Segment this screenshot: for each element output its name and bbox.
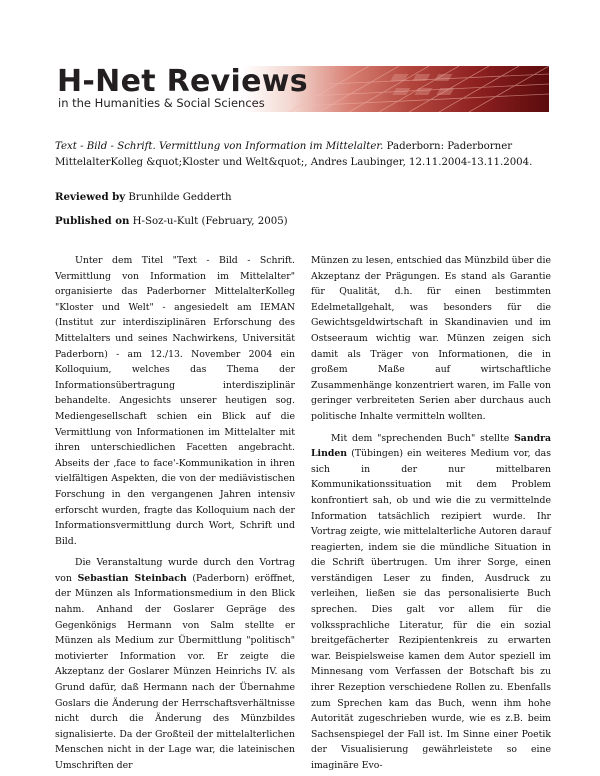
hnet-banner (55, 66, 549, 112)
published-on (55, 214, 555, 229)
banner-title: H-Net Reviews (57, 66, 308, 99)
paragraph: Die Veranstaltung wurde durch den Vortrag von Sebastian Steinbach (Paderborn) eröffnet, der Münzen als Informationsmedium in den Blick nahm. Anhand der Goslarer Gepräge des Gegenkönigs Hermann von Salm stellte er Münzen als Medium zur Übermittlung "politisch" motivierter Information vor. Er zeigte die Akzeptanz der Goslarer Münzen Heinrichs IV. als Grund dafür, daß Hermann nach der Übernahme Goslars die Änderung der Herrschaftsverhältnisse nicht durch die Änderung des Münzbildes signalisierte. Da der Großteil der mittelalterlichen Menschen nicht in der Lage war, die lateinischen Umschriften der (55, 557, 295, 771)
right-column (311, 253, 551, 774)
paragraph: Unter dem Titel "Text - Bild - Schrift. Vermittlung von Information im Mittelalter" organisierte das Paderborner MittelalterKolleg "Kloster und Welt" - angesiedelt am IEMAN (Institut zur interdisziplinären Erforschung des Mittelalters und seines Nachwirkens, Universität Paderborn) - am 12./13. November 2004 ein Kolloquium, welches das Thema der Informationsübertragung interdisziplinär behandelte. Angesichts unserer heutigen sog. Mediengesellschaft schien ein Blick auf die Vermittlung von Informationen im Mittelalter mit ihren unterschiedlichen Facetten angebracht. Abseits der ‚face to face'-Kommunikation in ihren vielfältigen Aspekten, die von der mediävistischen Forschung in den vergangenen Jahren intensiv erforscht wurden, fragte das Kolloquium nach der Informationsvermittlung durch Wort, Schrift und Bild. (55, 255, 295, 547)
reviewed-by-label: Reviewed by (55, 191, 126, 203)
left-column (55, 253, 295, 774)
paragraph: Mit dem "sprechenden Buch" stellte Sandra Linden (Tübingen) ein weiteres Medium vor, das sich in der nur mittelbaren Kommunikationssituation mit dem Problem konfrontiert sah, ob und wie die zu vermittelnde Information tatsächlich rezipiert wurde. Ihr Vortrag zeigte, wie mittelalterliche Autoren darauf reagierten, indem sie die mündliche Situation in die Schrift übertrugen. Um ihrer Sorge, einen verständigen Leser zu finden, Ausdruck zu verleihen, ließen sie das personalisierte Buch sprechen. Dies galt vor allem für die volkssprachliche Literatur, für die ein sozial breitgefächerter Rezipientenkreis zu erwarten war. Beispielsweise kamen dem Autor speziell im Minnesang vom Verfassen der Botschaft bis zu ihrer Rezeption verschiedene Rollen zu. Ebenfalls zum Sprechen kam das Buch, wenn ihm hohe Autorität zugeschrieben wurde, wie es z.B. beim Sachsenspiegel der Fall ist. Im Sinne einer Poetik der Visualisierung gewährleistete so eine imaginäre Evo- (311, 432, 551, 771)
event-details: Paderborn: Paderborner MittelalterKolleg &quot;Kloster und Welt&quot;, Andres Laubinger, 12.11.2004-13.11.2004. (55, 141, 533, 168)
speaker-name: Sebastian Steinbach (77, 572, 187, 584)
speaker-name: Sandra Linden (311, 432, 551, 460)
event-title: Text - Bild - Schrift. Vermittlung von Information im Mittelalter. (55, 141, 384, 152)
reviewed-by (55, 190, 555, 205)
review-citation (55, 139, 555, 170)
reviewer-name: Brunhilde Gedderth (125, 192, 232, 203)
published-on-label: Published on (55, 215, 130, 227)
paragraph: Münzen zu lesen, entschied das Münzbild über die Akzeptanz der Prägungen. Es stand als Garantie für Qualität, d.h. für einen bestimmten Edelmetallgehalt, was besonders für die Gewichtsgeldwirtschaft in Skandinavien und im Ostseeraum wichtig war. Münzen zeigen sich damit als Träger von Informationen, die in großem Maße auf wirtschaftliche Zusammenhänge konzentriert waren, im Falle von geringer verbreiteten Serien aber durchaus auch politische Inhalte vermitteln wollten. (311, 255, 551, 422)
banner-subtitle: in the Humanities & Social Sciences (58, 96, 265, 110)
publication-source: H-Soz-u-Kult (February, 2005) (129, 216, 288, 227)
